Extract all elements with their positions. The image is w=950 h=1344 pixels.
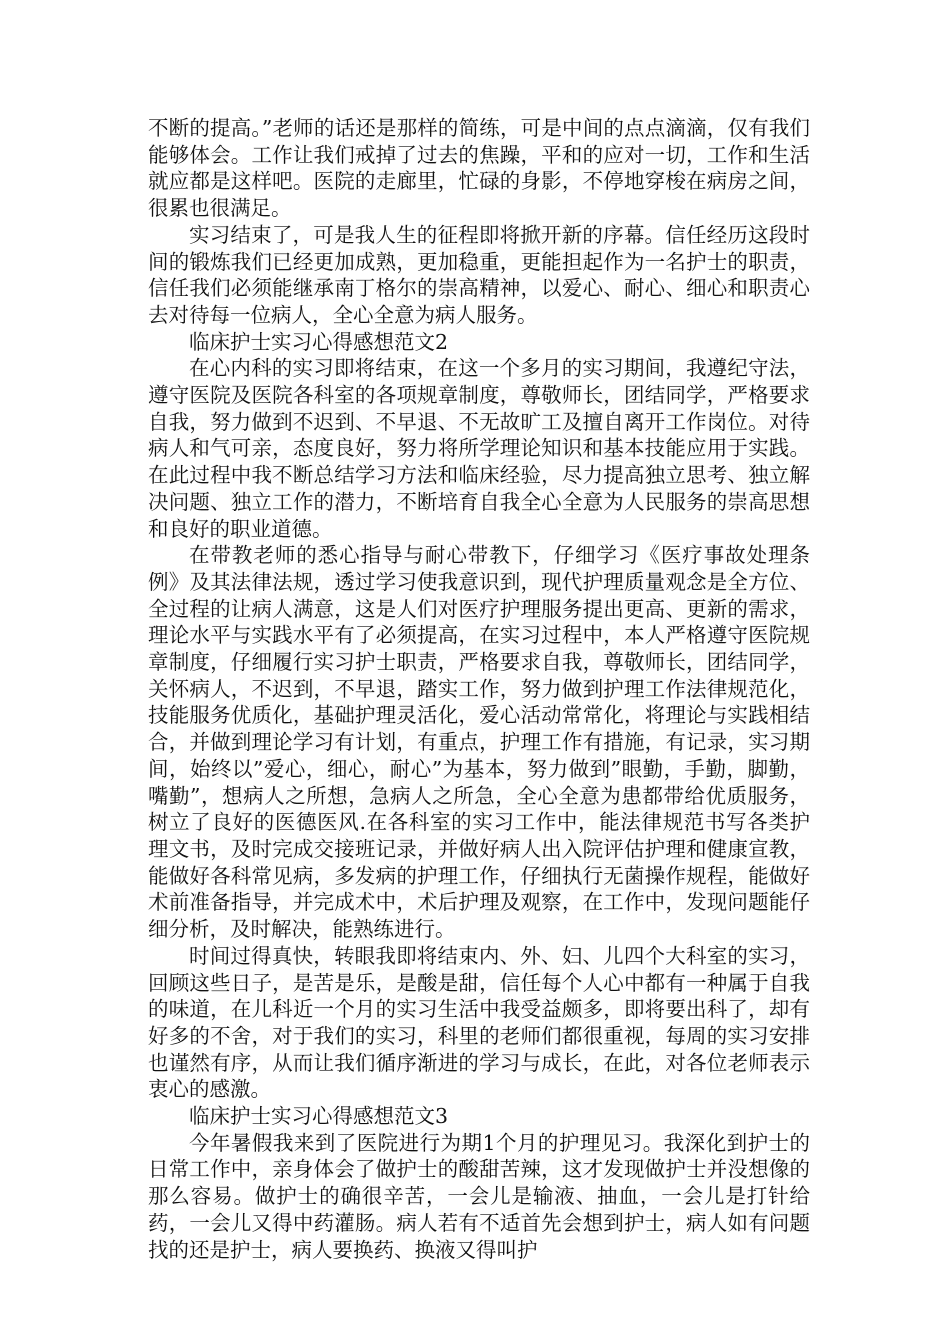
section-heading-3: 临床护士实习心得感想范文3	[189, 1104, 449, 1129]
paragraph-cardiology: 在心内科的实习即将结束，在这一个多月的实习期间，我遵纪守法，遵守医院及医院各科室的各项规章制度，尊敬师长，团结同学，严格要求自我，努力做到不迟到、不早退、不无故旷工及擅自离开工作岗位。对待病人和气可亲，态度良好，努力将所学理论知识和基本技能应用于实践。在此过程中我不断总结学习方法和临床经验，尽力提高独立思考、独立解决问题、独立工作的潜力，不断培育自我全心全意为人民服务的崇高思想和良好的职业道德。	[148, 356, 810, 541]
paragraph-summer: 今年暑假我来到了医院进行为期1个月的护理见习。我深化到护士的日常工作中，亲身体会了做护士的酸甜苦辣，这才发现做护士并没想像的那么容易。做护士的确很辛苦，一会儿是输液、抽血，一会儿是打针给药，一会儿又得中药灌肠。病人若有不适首先会想到护士，病人如有问题找的还是护士，病人要换药、换液又得叫护	[148, 1130, 810, 1262]
section-heading-2: 临床护士实习心得感想范文2	[189, 329, 449, 354]
paragraph-teaching: 在带教老师的悉心指导与耐心带教下，仔细学习《医疗事故处理条例》及其法律法规，透过学习使我意识到，现代护理质量观念是全方位、全过程的让病人满意，这是人们对医疗护理服务提出更高、更新的需求，理论水平与实践水平有了必须提高，在实习过程中，本人严格遵守医院规章制度，仔细履行实习护士职责，严格要求自我，尊敬师长，团结同学，关怀病人，不迟到，不早退，踏实工作，努力做到护理工作法律规范化，技能服务优质化，基础护理灵活化，爱心活动常常化，将理论与实践相结合，并做到理论学习有计划，有重点，护理工作有措施，有记录，实习期间，始终以”爱心，细心，耐心”为基本，努力做到”眼勤，手勤，脚勤，嘴勤”，想病人之所想，急病人之所急，全心全意为患都带给优质服务，树立了良好的医德医风.在各科室的实习工作中，能法律规范书写各类护理文书，及时完成交接班记录，并做好病人出入院评估护理和健康宣教，能做好各科常见病，多发病的护理工作，仔细执行无菌操作规程，能做好术前准备指导，并完成术中，术后护理及观察，在工作中，发现问题能仔细分析，及时解决，能熟练进行。	[148, 543, 810, 942]
paragraph-continued: 不断的提高。”老师的话还是那样的简练，可是中间的点点滴滴，仅有我们能够体会。工作让我们戒掉了过去的焦躁，平和的应对一切，工作和生活就应都是这样吧。医院的走廊里，忙碌的身影，不停地穿梭在病房之间，很累也很满足。	[148, 116, 810, 221]
document-page	[148, 115, 810, 1263]
paragraph-time: 时间过得真快，转眼我即将结束内、外、妇、儿四个大科室的实习，回顾这些日子，是苦是乐，是酸是甜，信任每个人心中都有一种属于自我的味道，在儿科近一个月的实习生活中我受益颇多，即将要出科了，却有好多的不舍，对于我们的实习，科里的老师们都很重视，每周的实习安排也谨然有序，从而让我们循序渐进的学习与成长，在此，对各位老师表示衷心的感激。	[148, 943, 810, 1102]
paragraph-internship-end: 实习结束了，可是我人生的征程即将掀开新的序幕。信任经历这段时间的锻炼我们已经更加成熟，更加稳重，更能担起作为一名护士的职责，信任我们必须能继承南丁格尔的崇高精神，以爱心、耐心、细心和职责心去对待每一位病人，全心全意为病人服务。	[148, 222, 810, 327]
